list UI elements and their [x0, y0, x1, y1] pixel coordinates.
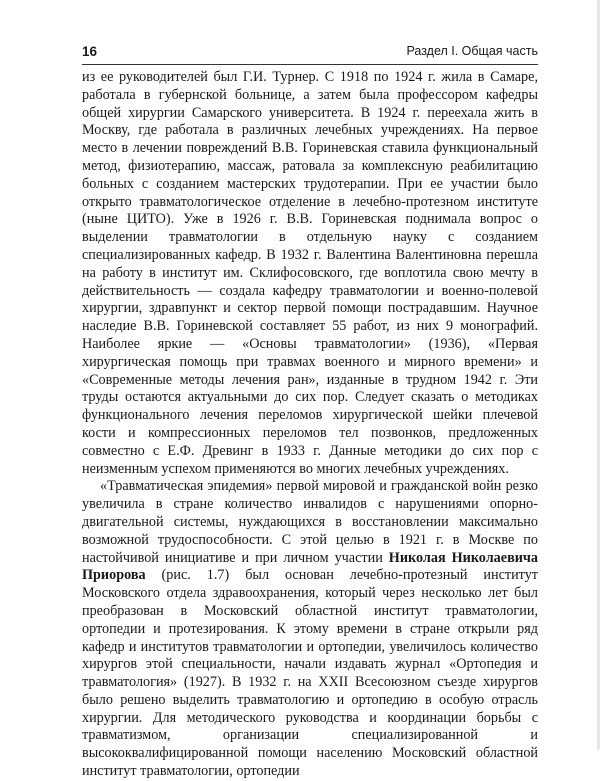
- header-rule: [82, 64, 538, 65]
- running-head: Раздел I. Общая часть: [406, 44, 538, 58]
- person-name-bold: Николая Николаевича Приорова: [82, 549, 538, 584]
- paragraph-2-rest: (рис. 1.7) был основан лечебно-протезный институт Московского отдела здравоохранения, который через несколько лет был преобразован в Московский областной институт травматологии, ортопедии и протезирования. К этому времени в стране открыли ряд кафедр и институтов травматологии и ортопедии, увеличилось количество хирургов этой специальности, начали издавать журнал «Ортопедия и травматология» (1927). В 1932 г. на XXII Всесоюзном съезде хирургов было решено выделить травматологию и ортопедию в особую отрасль хирургии. Для методического руководства и координации борьбы с травматизмом, организации специализированной и высококвалифицированной помощи населению Московский областной институт травматологии, ортопедии: [82, 567, 538, 780]
- page-header: [82, 42, 538, 62]
- body-text: [82, 69, 538, 781]
- page-number: 16: [82, 44, 98, 59]
- paragraph-2: [82, 478, 538, 781]
- paragraph-2-start: «Травматическая эпидемия» первой мировой и гражданской войн резко увеличила в стране количество инвалидов с нарушениями опорно-двигательной системы, нуждающихся в восстановлении максимально возможной трудоспособности. С этой целью в 1921 г. в Москве по настойчивой инициативе и при личном участии: [82, 478, 538, 566]
- paragraph-1: из ее руководителей был Г.И. Турнер. С 1918 по 1924 г. жила в Самаре, работала в губернской больнице, а затем была профессором кафедры общей хирургии Самарского университета. В 1924 г. переехала жить в Москву, где работала в различных лечебных учреждениях. На первое место в лечении повреждений В.В. Гориневская ставила функциональный метод, физиотерапию, массаж, ратовала за комплексную реабилитацию больных с созданием мастерских трудотерапии. При ее участии было открыто травматологическое отделение в лечебно-протезном институте (ныне ЦИТО). Уже в 1926 г. В.В. Гориневская поднимала вопрос о выделении травматологии в отдельную науку с созданием специализированных кафедр. В 1932 г. Валентина Валентиновна перешла на работу в институт им. Склифосовского, где воплотила свою мечту в действительность — создала кафедру травматологии и военно-полевой хирургии, здравпункт и сектор первой помощи пострадавшим. Научное наследие В.В. Гориневской составляет 55 работ, из них 9 монографий. Наиболее яркие — «Основы травматологии» (1936), «Первая хирургическая помощь при травмах военного и мирного времени» и «Современные методы лечения ран», изданные в трудном 1942 г. Эти труды остаются актуальными до сих пор. Следует сказать о методиках функционального лечения переломов хирургической шейки плечевой кости и компрессионных переломов тел позвонков, предложенных совместно с Е.Ф. Древинг в 1933 г. Данные методики до сих пор с неизменным успехом применяются во многих лечебных учреждениях.: [82, 69, 538, 477]
